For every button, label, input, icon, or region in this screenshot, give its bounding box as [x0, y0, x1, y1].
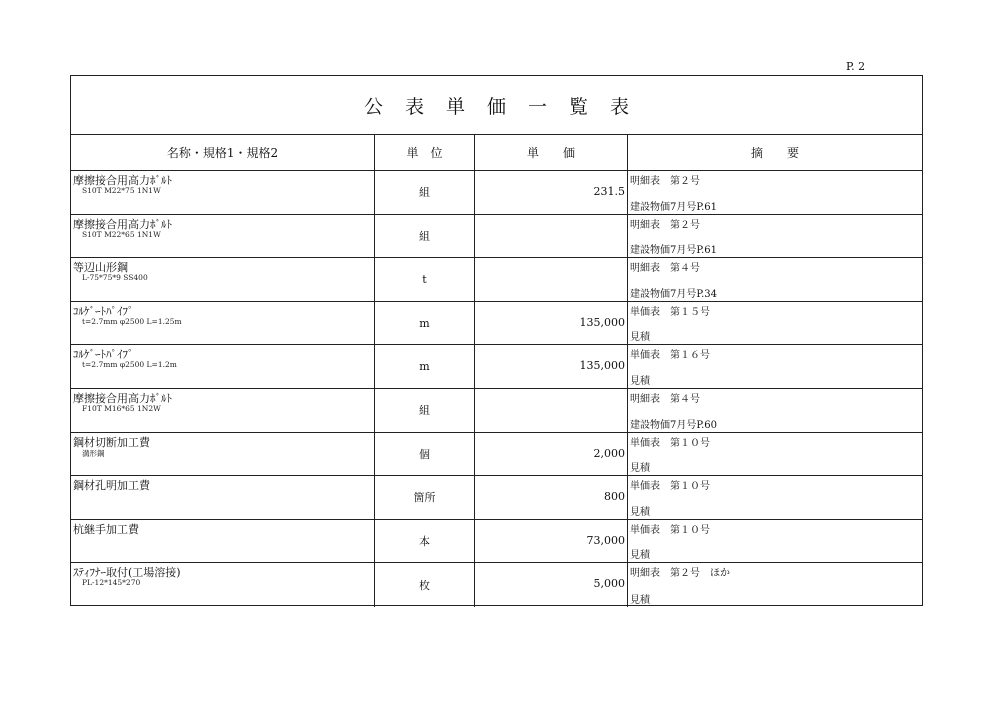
- header-remarks: 摘 要: [750, 146, 799, 160]
- table-row: [71, 345, 922, 389]
- remarks-cell: [628, 171, 922, 214]
- item-name: 摩擦接合用高力ﾎﾞﾙﾄ: [73, 217, 172, 231]
- unit-cell: 組: [375, 389, 475, 432]
- item-spec: S10T M22*75 1N1W: [82, 186, 161, 195]
- unit-cell: 組: [375, 171, 475, 214]
- name-cell: [71, 563, 375, 607]
- name-cell: [71, 258, 375, 301]
- remark-source: 見積: [630, 550, 650, 562]
- name-cell: [71, 171, 375, 214]
- name-cell: [71, 520, 375, 563]
- remark-source: 建設物価7月号P.61: [630, 201, 717, 213]
- page-title: 公表単価一覧表: [363, 95, 651, 118]
- remark-reference: 明細表 第４号: [630, 263, 700, 275]
- header-price: 単 価: [475, 135, 628, 170]
- remarks-cell: [628, 345, 922, 388]
- remarks-cell: [628, 389, 922, 432]
- name-cell: [71, 215, 375, 258]
- item-name: ｺﾙｹﾞｰﾄﾊﾟｲﾌﾟ: [73, 304, 134, 318]
- unit-cell: m: [375, 345, 475, 388]
- price-cell: [475, 476, 628, 519]
- remark-reference: 単価表 第１０号: [630, 481, 710, 493]
- header-name: 名称・規格1・規格2: [71, 135, 375, 170]
- unit-price: 231.5: [593, 185, 625, 198]
- remark-reference: 単価表 第１０号: [630, 524, 710, 536]
- price-cell: [475, 171, 628, 214]
- remark-reference: 明細表 第２号: [630, 176, 700, 187]
- price-cell: [475, 258, 628, 301]
- remarks-cell: [628, 476, 922, 519]
- item-spec: t=2.7mm φ2500 L=1.25m: [82, 316, 182, 326]
- table-row: [71, 563, 922, 607]
- header-unit: 単 位: [375, 135, 475, 170]
- unit-cell: 枚: [375, 563, 475, 607]
- remarks-cell: [628, 302, 922, 345]
- price-cell: [475, 345, 628, 388]
- unit-price: 800: [604, 490, 625, 504]
- table-row: [71, 433, 922, 477]
- unit-cell: 組: [375, 215, 475, 258]
- unit-cell: t: [375, 258, 475, 301]
- name-cell: [71, 302, 375, 345]
- name-cell: [71, 476, 375, 519]
- remark-reference: 明細表 第２号: [630, 219, 700, 231]
- table-row: [71, 258, 922, 302]
- price-table: [70, 75, 923, 606]
- table-row: [71, 476, 922, 520]
- remark-reference: 明細表 第４号: [630, 393, 700, 405]
- item-name: ｽﾃｨﾌﾅｰ取付(工場溶接): [73, 566, 181, 580]
- unit-cell: 箇所: [375, 476, 475, 519]
- unit-price: 135,000: [579, 315, 625, 329]
- table-row: [71, 215, 922, 259]
- header-row: [71, 135, 922, 171]
- remark-reference: 単価表 第１５号: [630, 306, 710, 318]
- price-cell: [475, 433, 628, 476]
- remarks-cell: [628, 215, 922, 258]
- remark-source: 見積: [630, 332, 650, 344]
- name-cell: [71, 345, 375, 388]
- item-name: 等辺山形鋼: [73, 261, 128, 275]
- unit-price: 135,000: [579, 359, 625, 373]
- page-number: P. 2: [846, 60, 866, 73]
- table-body: [71, 171, 922, 607]
- item-spec: PL-12*145*270: [82, 578, 141, 588]
- item-spec: 溝形鋼: [82, 448, 105, 458]
- remark-reference: 単価表 第１６号: [630, 350, 710, 362]
- remarks-cell: [628, 520, 922, 563]
- unit-price: 73,000: [586, 533, 625, 547]
- table-row: [71, 302, 922, 346]
- unit-price: 5,000: [593, 577, 625, 591]
- table-row: [71, 171, 922, 215]
- item-spec: L-75*75*9 SS400: [82, 273, 148, 283]
- item-spec: t=2.7mm φ2500 L=1.2m: [82, 360, 177, 370]
- item-name: 鋼材切断加工費: [73, 435, 150, 449]
- title-row: [71, 76, 922, 135]
- remark-source: 見積: [630, 375, 650, 387]
- unit-cell: 個: [375, 433, 475, 476]
- remark-source: 見積: [630, 594, 650, 606]
- remark-source: 建設物価7月号P.60: [630, 419, 717, 431]
- item-spec: F10T M16*65 1N2W: [82, 403, 161, 413]
- item-name: 杭継手加工費: [73, 522, 139, 536]
- remarks-cell: [628, 433, 922, 476]
- unit-cell: 本: [375, 520, 475, 563]
- remarks-cell: [628, 563, 922, 607]
- table-row: [71, 389, 922, 433]
- item-spec: S10T M22*65 1N1W: [82, 229, 161, 239]
- price-cell: [475, 563, 628, 607]
- remark-reference: 単価表 第１０号: [630, 437, 710, 449]
- remark-source: 建設物価7月号P.61: [630, 245, 717, 257]
- remark-source: 見積: [630, 463, 650, 475]
- table-row: [71, 520, 922, 564]
- price-cell: [475, 389, 628, 432]
- item-name: 摩擦接合用高力ﾎﾞﾙﾄ: [73, 391, 172, 405]
- unit-price: 2,000: [593, 446, 625, 460]
- remarks-cell: [628, 258, 922, 301]
- price-cell: [475, 215, 628, 258]
- item-name: ｺﾙｹﾞｰﾄﾊﾟｲﾌﾟ: [73, 348, 134, 362]
- remark-source: 見積: [630, 506, 650, 518]
- name-cell: [71, 389, 375, 432]
- price-cell: [475, 520, 628, 563]
- item-name: 鋼材孔明加工費: [73, 479, 150, 493]
- item-name: 摩擦接合用高力ﾎﾞﾙﾄ: [73, 174, 172, 187]
- remark-source: 建設物価7月号P.34: [630, 288, 717, 300]
- price-cell: [475, 302, 628, 345]
- name-cell: [71, 433, 375, 476]
- unit-cell: m: [375, 302, 475, 345]
- remark-reference: 明細表 第２号 ほか: [630, 568, 730, 580]
